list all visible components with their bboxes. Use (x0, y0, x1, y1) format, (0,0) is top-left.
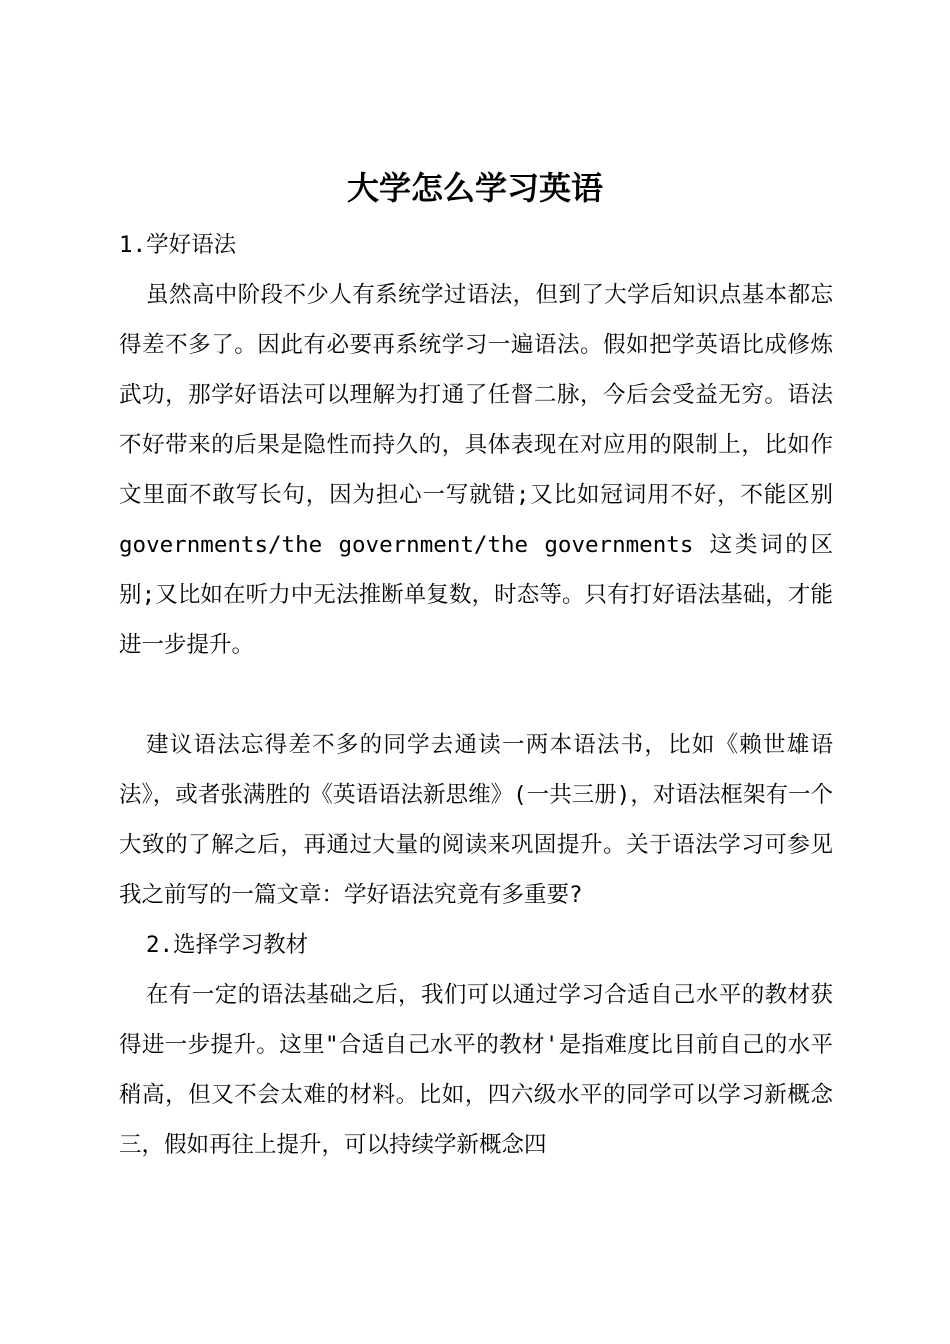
document-title: 大学怎么学习英语 (346, 169, 603, 208)
paragraph-textbook-choice: 在有一定的语法基础之后，我们可以通过学习合适自己水平的教材获得进一步提升。这里"合适自己水平的教材'是指难度比目前自己的水平稍高，但又不会太难的材料。比如，四六级水平的同学可以学习新概念三，假如再往上提升，可以持续学新概念四 (119, 982, 833, 1158)
document-body (119, 220, 833, 1170)
paragraph-grammar-importance: 虽然高中阶段不少人有系统学过语法，但到了大学后知识点基本都忘得差不多了。因此有必要再系统学习一遍语法。假如把学英语比成修炼武功，那学好语法可以理解为打通了任督二脉，今后会受益无穷。语法不好带来的后果是隐性而持久的，具体表现在对应用的限制上，比如作文里面不敢写长句，因为担心一写就错;又比如冠词用不好，不能区别 governments/the government/the governments 这类词的区别;又比如在听力中无法推断单复数，时态等。只有打好语法基础，才能进一步提升。 (119, 282, 833, 658)
section-2-heading: 2.选择学习教材 (146, 932, 309, 958)
section-1-heading: 1.学好语法 (119, 232, 237, 258)
paragraph-spacer (119, 670, 833, 720)
paragraph-grammar-books: 建议语法忘得差不多的同学去通读一两本语法书，比如《赖世雄语法》，或者张满胜的《英语语法新思维》(一共三册)，对语法框架有一个大致的了解之后，再通过大量的阅读来巩固提升。关于语法学习可参见我之前写的一篇文章：学好语法究竟有多重要? (119, 732, 833, 908)
